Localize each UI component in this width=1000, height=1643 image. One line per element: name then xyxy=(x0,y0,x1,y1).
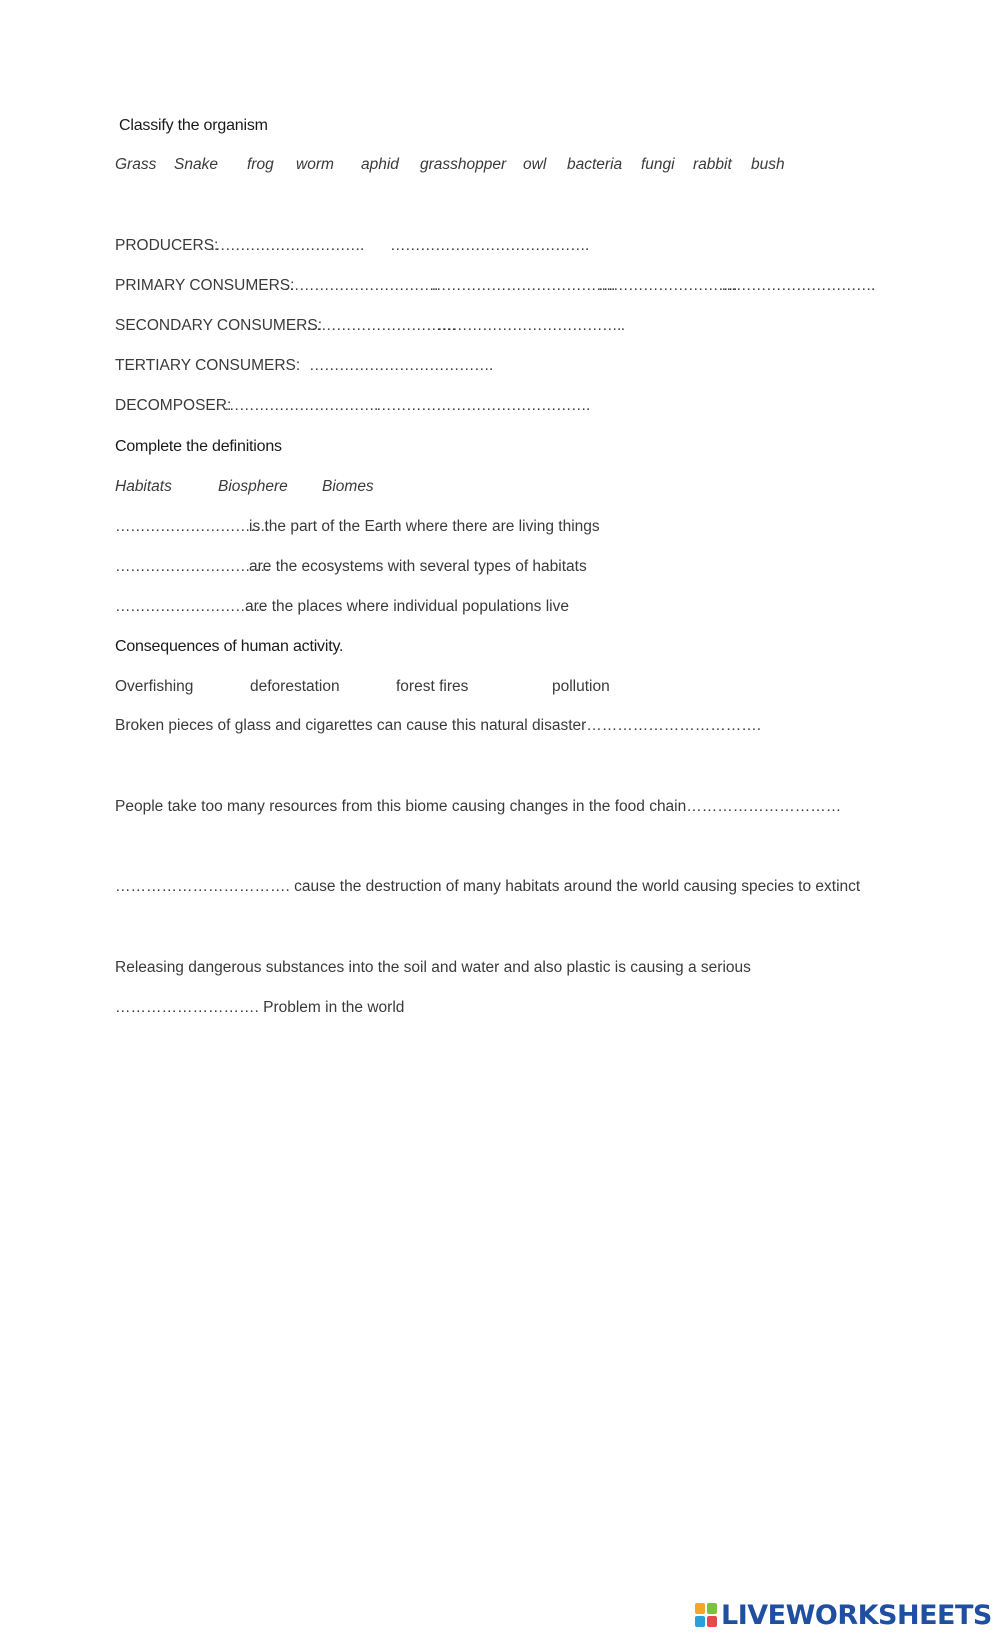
word-worm: worm xyxy=(296,156,334,173)
definition-1-text: is the part of the Earth where there are living things xyxy=(249,518,600,535)
definition-2-text: are the ecosystems with several types of habitats xyxy=(249,558,587,575)
secondary-consumers-blank-1[interactable]: ………………………… xyxy=(306,317,456,334)
secondary-consumers-label: SECONDARY CONSUMERS: xyxy=(115,317,322,334)
word-snake: Snake xyxy=(174,156,218,173)
word-owl: owl xyxy=(523,156,547,173)
section-title-consequences: Consequences of human activity. xyxy=(115,638,344,655)
word-forest-fires: forest fires xyxy=(396,678,469,695)
word-pollution: pollution xyxy=(552,678,610,695)
primary-consumers-blank-1[interactable]: …………………………. xyxy=(284,277,438,294)
liveworksheets-brand xyxy=(695,1599,992,1631)
producers-label: PRODUCERS: xyxy=(115,237,219,254)
decomposer-label: DECOMPOSER: xyxy=(115,397,232,414)
definition-3-blank[interactable]: ………………………… xyxy=(115,598,265,615)
decomposer-blank-2[interactable]: ……………………………………. xyxy=(376,397,590,414)
word-habitats: Habitats xyxy=(115,478,172,495)
definition-1-blank[interactable]: …………………………. xyxy=(115,518,269,535)
definition-3-text: are the places where individual populations live xyxy=(245,598,569,615)
word-fungi: fungi xyxy=(641,156,675,173)
decomposer-blank-1[interactable]: …………………………. xyxy=(224,397,378,414)
section-title-classify: Classify the organism xyxy=(119,117,268,134)
primary-consumers-blank-3[interactable]: ………………………. xyxy=(598,277,737,294)
liveworksheets-wordmark: LIVEWORKSHEETS xyxy=(721,1599,992,1631)
question-3: ……………………………. cause the destruction of many habitats around the world causing species to extinct xyxy=(115,878,861,895)
primary-consumers-label: PRIMARY CONSUMERS: xyxy=(115,277,295,294)
question-4-line-1: Releasing dangerous substances into the soil and water and also plastic is causing a serious xyxy=(115,959,751,976)
word-frog: frog xyxy=(247,156,274,173)
primary-consumers-blank-2[interactable]: ………………………………. xyxy=(431,277,615,294)
word-bush: bush xyxy=(751,156,785,173)
question-4-line-2: ………………………. Problem in the world xyxy=(115,999,405,1016)
primary-consumers-blank-4[interactable]: …………………………. xyxy=(721,277,875,294)
word-rabbit: rabbit xyxy=(693,156,732,173)
word-overfishing: Overfishing xyxy=(115,678,194,695)
word-grasshopper: grasshopper xyxy=(420,156,507,173)
question-1: Broken pieces of glass and cigarettes can cause this natural disaster……………………………. xyxy=(115,717,762,734)
word-grass: Grass xyxy=(115,156,157,173)
word-biosphere: Biosphere xyxy=(218,478,288,495)
liveworksheets-logo-icon xyxy=(695,1603,717,1627)
tertiary-consumers-blank-1[interactable]: ………………………………. xyxy=(309,357,493,374)
tertiary-consumers-label: TERTIARY CONSUMERS: xyxy=(115,357,301,374)
producers-blank-2[interactable]: …………………………………. xyxy=(390,237,589,254)
word-aphid: aphid xyxy=(361,156,399,173)
producers-blank-1[interactable]: …………………………. xyxy=(210,237,364,254)
definition-2-blank[interactable]: …………………………. xyxy=(115,558,269,575)
word-bacteria: bacteria xyxy=(567,156,623,173)
word-deforestation: deforestation xyxy=(250,678,340,695)
question-2: People take too many resources from this biome causing changes in the food chain………………………… xyxy=(115,798,842,815)
section-title-definitions: Complete the definitions xyxy=(115,438,282,455)
secondary-consumers-blank-2[interactable]: ……………………………….. xyxy=(437,317,625,334)
word-biomes: Biomes xyxy=(322,478,374,495)
